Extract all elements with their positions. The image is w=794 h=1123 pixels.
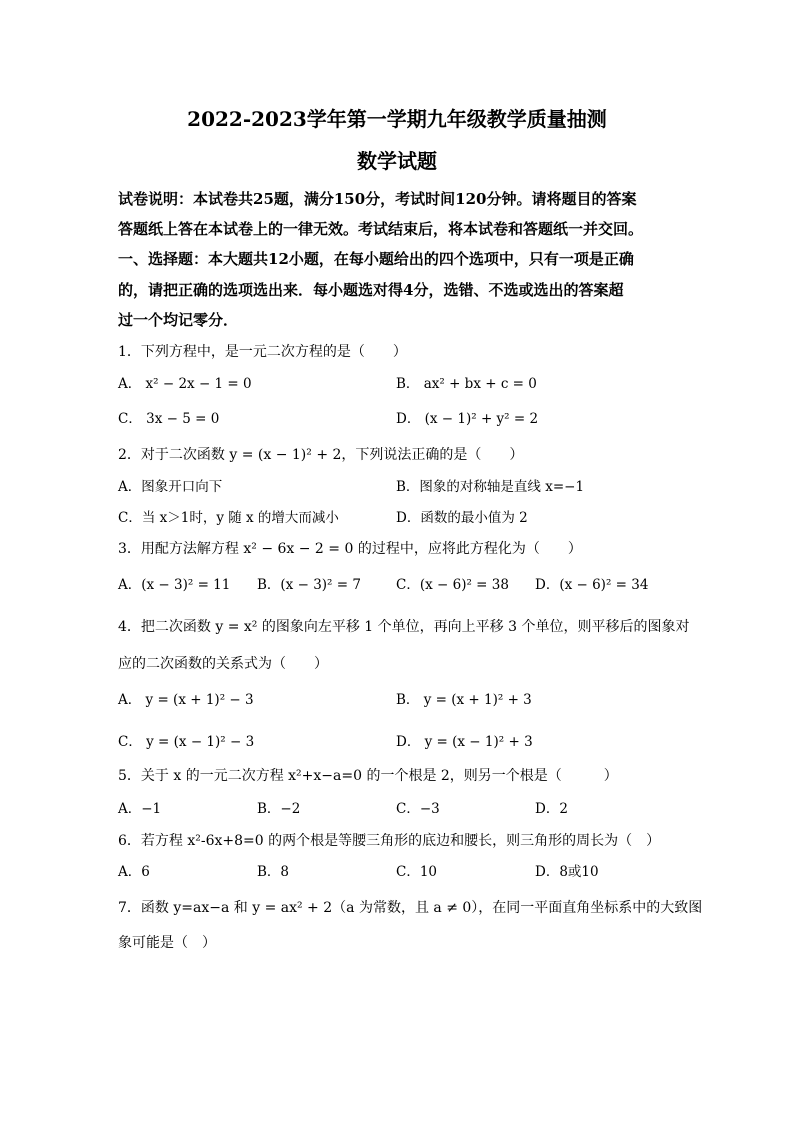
question-6-option-b: B．8: [257, 864, 290, 880]
question-1-option-c: C． 3x − 5 = 0: [118, 411, 220, 427]
question-3-option-d: D．(x − 6)² = 34: [535, 577, 649, 593]
question-5-option-d: D．2: [535, 801, 568, 817]
section-heading-line-2: 的，请把正确的选项选出来．每小题选对得4分，选错、不选或选出的答案超: [118, 281, 624, 299]
question-4-option-a: A． y = (x + 1)² − 3: [118, 692, 254, 708]
question-4-stem-line-1: 4．把二次函数 y = x² 的图象向左平移 1 个单位，再向上平移 3 个单位，则平移后的图象对: [118, 619, 690, 635]
question-3-option-b: B．(x − 3)² = 7: [257, 577, 361, 593]
question-5-stem: 5．关于 x 的一元二次方程 x²+x−a=0 的一个根是 2，则另一个根是（ ）: [118, 768, 618, 784]
question-7-stem-line-1: 7．函数 y=ax−a 和 y = ax² + 2（a 为常数，且 a ≠ 0），在同一平面直角坐标系中的大致图: [118, 900, 703, 916]
section-heading-line-1: 一、选择题：本大题共12小题，在每小题给出的四个选项中，只有一项是正确: [118, 250, 634, 268]
question-2-option-b: B．图象的对称轴是直线 x=−1: [396, 479, 585, 495]
question-4-stem-line-2: 应的二次函数的关系式为（ ）: [118, 656, 328, 672]
question-1-option-a: A． x² − 2x − 1 = 0: [118, 376, 252, 392]
question-2-option-c: C．当 x＞1时，y 随 x 的增大而减小: [118, 510, 339, 526]
page-subtitle: 数学试题: [357, 149, 437, 173]
question-6-option-c: C．10: [396, 864, 438, 880]
question-6-stem: 6．若方程 x²-6x+8=0 的两个根是等腰三角形的底边和腰长，则三角形的周长为（ ）: [118, 833, 661, 849]
question-4-option-d: D． y = (x − 1)² + 3: [396, 734, 533, 750]
question-5-option-b: B．−2: [257, 801, 301, 817]
question-2-option-a: A．图象开口向下: [118, 479, 223, 495]
question-4-option-b: B． y = (x + 1)² + 3: [396, 692, 532, 708]
question-7-stem-line-2: 象可能是（ ）: [118, 935, 216, 951]
question-1-option-b: B． ax² + bx + c = 0: [396, 376, 537, 392]
question-5-option-a: A．−1: [118, 801, 162, 817]
instructions-line-2: 答题纸上答在本试卷上的一律无效。考试结束后，将本试卷和答题纸一并交回。: [118, 220, 644, 238]
question-2-stem: 2．对于二次函数 y = (x − 1)² + 2，下列说法正确的是（ ）: [118, 447, 524, 463]
question-3-option-a: A．(x − 3)² = 11: [118, 577, 231, 593]
question-5-option-c: C．−3: [396, 801, 440, 817]
question-1-option-d: D． (x − 1)² + y² = 2: [396, 411, 539, 427]
question-3-option-c: C．(x − 6)² = 38: [396, 577, 509, 593]
question-4-option-c: C． y = (x − 1)² − 3: [118, 734, 255, 750]
question-2-option-d: D．函数的最小值为 2: [396, 510, 528, 526]
instructions-line-1: 试卷说明：本试卷共25题，满分150分，考试时间120分钟。请将题目的答案: [118, 190, 637, 208]
question-3-stem: 3．用配方法解方程 x² − 6x − 2 = 0 的过程中，应将此方程化为（ ）: [118, 541, 582, 557]
page-title: 2022-2023学年第一学期九年级教学质量抽测: [187, 107, 607, 131]
question-6-option-a: A．6: [118, 864, 150, 880]
section-heading-line-3: 过一个均记零分．: [118, 311, 239, 329]
question-1-stem: 1．下列方程中，是一元二次方程的是（ ）: [118, 344, 407, 360]
question-6-option-d: D．8或10: [535, 864, 599, 880]
